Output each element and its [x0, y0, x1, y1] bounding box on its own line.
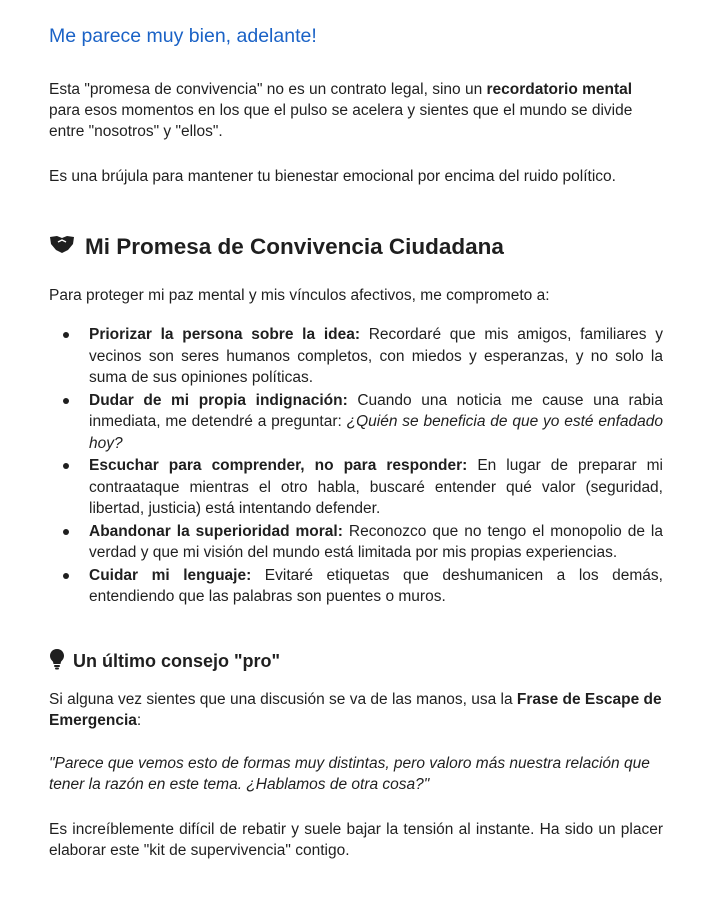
pledge-list	[49, 324, 663, 609]
item-text: Evitaré etiquetas que deshumanicen a los demás, entendiendo que las palabras son puentes o muros.	[89, 566, 663, 605]
item-italic: ¿Quién se beneficia de que yo esté enfadado hoy?	[89, 413, 663, 452]
pledge-lead: Para proteger mi paz mental y mis vínculos afectivos, me comprometo a:	[49, 287, 550, 304]
item-bold: Priorizar la persona sobre la idea:	[89, 326, 360, 343]
tip-paragraph	[49, 689, 663, 731]
item-text: En lugar de preparar mi contraataque mientras el otro habla, buscaré entender qué valor (seguridad, libertad, justicia) está intentando defender.	[89, 457, 663, 517]
bullet	[63, 573, 69, 579]
pledge-title: Mi Promesa de Convivencia Ciudadana	[85, 234, 504, 259]
tip-title: Un último consejo "pro"	[73, 651, 281, 671]
bullet	[63, 529, 69, 535]
item-text: Reconozco que no tengo el monopolio de la verdad y que mi visión del mundo está limitada por mis propias experiencias.	[89, 522, 664, 561]
intro-text-bold: recordatorio mental	[486, 81, 633, 98]
item-bold: Cuidar mi lenguaje:	[89, 566, 252, 584]
list-item	[49, 455, 663, 520]
list-item	[49, 565, 663, 608]
list-item	[49, 521, 663, 564]
handshake-icon	[49, 234, 75, 260]
list-item	[49, 324, 663, 389]
pledge-heading	[49, 234, 504, 260]
item-text: Cuando una noticia me cause una rabia inmediata, me detendré a preguntar:	[89, 391, 663, 430]
item-bold: Escuchar para comprender, no para responder:	[89, 457, 468, 474]
item-text: Recordaré que mis amigos, familiares y vecinos son seres humanos completos, con miedos y esperanzas, y no solo la suma de sus opiniones políticas.	[89, 326, 663, 386]
bullet	[63, 398, 69, 404]
intro-paragraph-2: Es una brújula para mantener tu bienestar emocional por encima del ruido político.	[49, 168, 616, 185]
tip-text-a: Si alguna vez sientes que una discusión se va de las manos, usa la	[49, 691, 517, 708]
list-item	[49, 390, 663, 455]
tip-heading	[49, 648, 280, 675]
bullet	[63, 463, 69, 469]
lightbulb-icon	[49, 648, 65, 675]
tip-text-c: :	[136, 712, 142, 729]
escape-quote: "Parece que vemos esto de formas muy distintas, pero valoro más nuestra relación que tener la razón en este tema. ¿Hablamos de otra cosa?"	[49, 755, 650, 793]
intro-heading: Me parece muy bien, adelante!	[49, 25, 317, 47]
intro-text-a: Esta "promesa de convivencia" no es un contrato legal, sino un	[49, 81, 487, 98]
bullet	[63, 332, 69, 338]
closing-paragraph: Es increíblemente difícil de rebatir y suele bajar la tensión al instante. Ha sido un placer elaborar este "kit de supervivencia" contigo.	[49, 821, 663, 859]
item-bold: Dudar de mi propia indignación:	[89, 391, 348, 409]
tip-text-bold: Frase de Escape de Emergencia	[49, 691, 662, 729]
item-bold: Abandonar la superioridad moral:	[89, 522, 343, 540]
intro-paragraph	[49, 79, 663, 142]
intro-text-c: para esos momentos en los que el pulso se acelera y sientes que el mundo se divide entre "nosotros" y "ellos".	[49, 102, 633, 140]
